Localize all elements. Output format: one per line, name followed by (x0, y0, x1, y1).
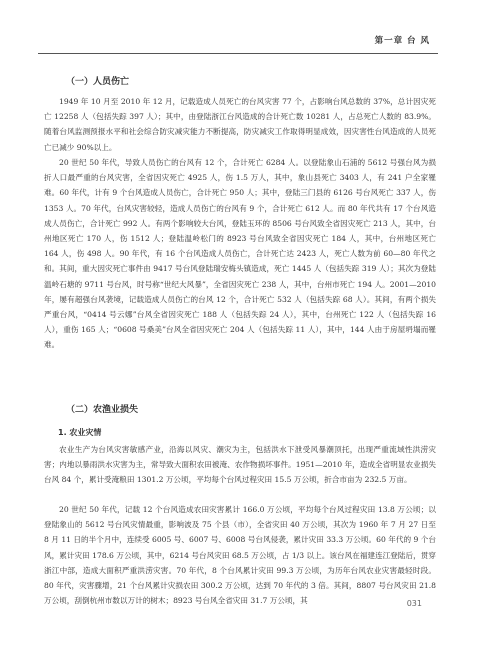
subheading-agri-disaster: 1. 农业灾情 (58, 428, 102, 437)
paragraph-casualties-summary: 1949 年 10 月至 2010 年 12 月，记载造成人员死亡的台风灾害 77 个，占影响台风总数的 37%，总计因灾死亡 12258 人（包括失踪 397 人）；其中，由登陆浙江台风造成的合计死亡数 10281 人，占总死亡人数的 83.9%。随着台风监测预报水平和社会综合防灾减灾能力不断提高，防灾减灾工作取得明显成效，因灾害性台风造成的人员死亡已减少 90%以上。 (44, 97, 436, 152)
page-number: 031 (406, 599, 422, 608)
paragraph-agri-overview: 农业生产为台风灾害敏感产业，沿海以风灾、潮灾为主，包括洪水下泄受风暴潮顶托，出现严重流域性洪涝灾害；内地以暴雨洪水灾害为主，常导致大面积农田被淹、农作物损坏事件。1951—2010 年，造成全省明显农业损失台风 84 个，累计受淹粮田 1301.2 万公顷，平均每个台风过程灾田 15.5 万公顷，折合市亩为 232.5 万亩。 (44, 445, 436, 485)
paragraph-agri-decades: 20 世纪 50 年代，记载 12 个台风造成农田灾害累计 166.0 万公顷，平均每个台风过程灾田 13.8 万公顷；以登陆象山的 5612 号台风灾情最重，影响波及 75 个县（市），全省灾田 40 万公顷，其次为 1960 年 7 月 27 日至 8 月 11 日的半个月中，连续受 6005 号、6007 号、6008 号台风侵袭，累计灾田 33.3 万公顷。60 年代的 9 个台风，累计灾田 178.6 万公顷，其中，6214 号台风灾田 68.5 万公顷，占 1/3 以上。该台风在福建连江登陆后，贯穿浙江中部，造成大面积严重洪涝灾害。70 年代，8 个台风累计灾田 99.3 万公顷，为历年台风农业灾害最轻时段。80 年代，灾害骤增，21 个台风累计灾损农田 300.2 万公顷，达到 70 年代的 3 倍。其间，8807 号台风灾田 21.8 万公顷，刮倒杭州市数以万计的树木；8923 号台风全省灾田 31.7 万公顷，其 (44, 505, 436, 606)
section-title-casualties: （一）人员伤亡 (66, 77, 130, 87)
chapter-header: 第一章 台 风 (374, 36, 430, 46)
section-title-agri-fishery: （二）农渔业损失 (66, 405, 139, 415)
header-rule (38, 53, 438, 54)
paragraph-casualties-decades: 20 世纪 50 年代，导致人员伤亡的台风有 12 个，合计死亡 6284 人。以登陆象山石浦的 5612 号强台风为损折人口最严重的台风灾害，全省因灾死亡 4925 人，伤 1.5 万人，其中，象山县死亡 3403 人，有 241 户全家罹难。60 年代，计有 9 个台风造成人员伤亡，合计死亡 950 人；其中，登陆三门县的 6126 号台风死亡 337 人，伤 1353 人。70 年代，台风灾害较轻，造成人员伤亡的台风有 9 个，合计死亡 612 人。而 80 年代共有 17 个台风造成人员伤亡，合计死亡 992 人。有两个影响较大台风，登陆玉环的 8506 号台风致全省因灾死亡 213 人，其中，台州地区死亡 170 人，伤 1512 人；登陆温岭松门的 8923 号台风致全省因灾死亡 184 人，其中，台州地区死亡 164 人，伤 498 人。90 年代，有 16 个台风造成人员伤亡，合计死亡达 2423 人，死亡人数为前 60—80 年代之和。其间，重大因灾死亡事件由 9417 号台风登陆瑞安梅头镇造成，死亡 1445 人（包括失踪 319 人）；其次为登陆温岭石塘的 9711 号台风，时号称“世纪大风暴”，全省因灾死亡 238 人，其中，台州市死亡 194 人。2001—2010 年，屡有超强台风袭境，记载造成人员伤亡的台风 12 个，合计死亡 532 人（包括失踪 68 人）。其间，有两个损失严重台风，“0414 号云娜”台风全省因灾死亡 188 人（包括失踪 24 人），其中，台州死亡 122 人（包括失踪 16 人），重伤 165 人；“0608 号桑美”台风全省因灾死亡 204 人（包括失踪 11 人），其中，144 人由于房屋坍塌而罹难。 (44, 158, 436, 350)
